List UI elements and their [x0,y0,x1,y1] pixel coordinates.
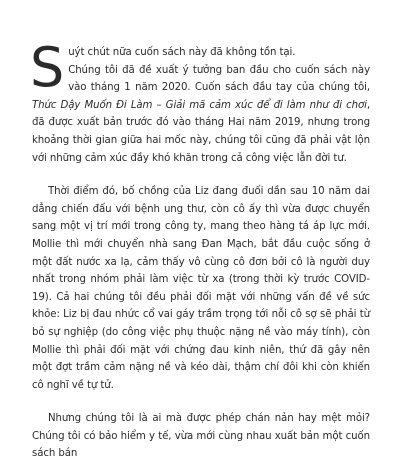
paragraph-3: Nhưng chúng tôi là ai mà được phép chán nản hay mệt mỏi? Chúng tôi có bảo hiểm y tế, vừa mới cùng nhau xuất bản một cuốn sách bán [32,413,370,460]
drop-cap: S [30,36,65,99]
paragraph-1-text-a: Chúng tôi đã đề xuất ý tưởng ban đầu cho cuốn sách này vào tháng 1 năm 2020. Cuốn sách đầu tay của chúng tôi, [68,64,370,94]
paragraph-2: Thời điểm đó, bố chồng của Liz đang đuối dần sau 10 năm dai dẳng chiến đấu với bệnh ung thư, còn cô ấy thì vừa được chuyển sang một vị trí mới trong công ty, mang theo hàng tá áp lực mới. Mollie thì mới chuyển nhà sang Đan Mạch, bắt đầu cuộc sống ở một đất nước xa lạ, cảm thấy vô cùng cô đơn bởi cô là người duy nhất trong nhóm phải làm việc từ xa (trong thời kỳ trước COVID-19). Cả hai chúng tôi đều phải đối mặt với những vấn đề về sức khỏe: Liz bị đau nhức cổ vai gáy trầm trọng tới nỗi cô sợ sẽ phải từ bỏ sự nghiệp (do công việc phụ thuộc nặng nề vào máy tính), còn Mollie thì phải đối mặt với chứng đau kinh niên, thứ đã gây nên một đợt trầm cảm nặng nề và kéo dài, thậm chí đôi khi còn khiến cô nghĩ về tự tử. [32,186,370,391]
book-title: Thức Dậy Muốn Đi Làm – Giải mã cảm xúc để đi làm như đi chơi [32,99,367,111]
opening-line: uýt chút nữa cuốn sách này đã không tồn tại. [68,47,296,58]
paragraph-1-text-b: , đã được xuất bản trước đó vào tháng Hai năm 2019, nhưng trong khoảng thời gian giữa hai mốc này, chúng tôi cũng đã phải vật lộn với những cảm xúc đầy khó khăn trong cả công việc lẫn đời tư. [32,99,370,164]
paragraph-1 [30,36,370,167]
